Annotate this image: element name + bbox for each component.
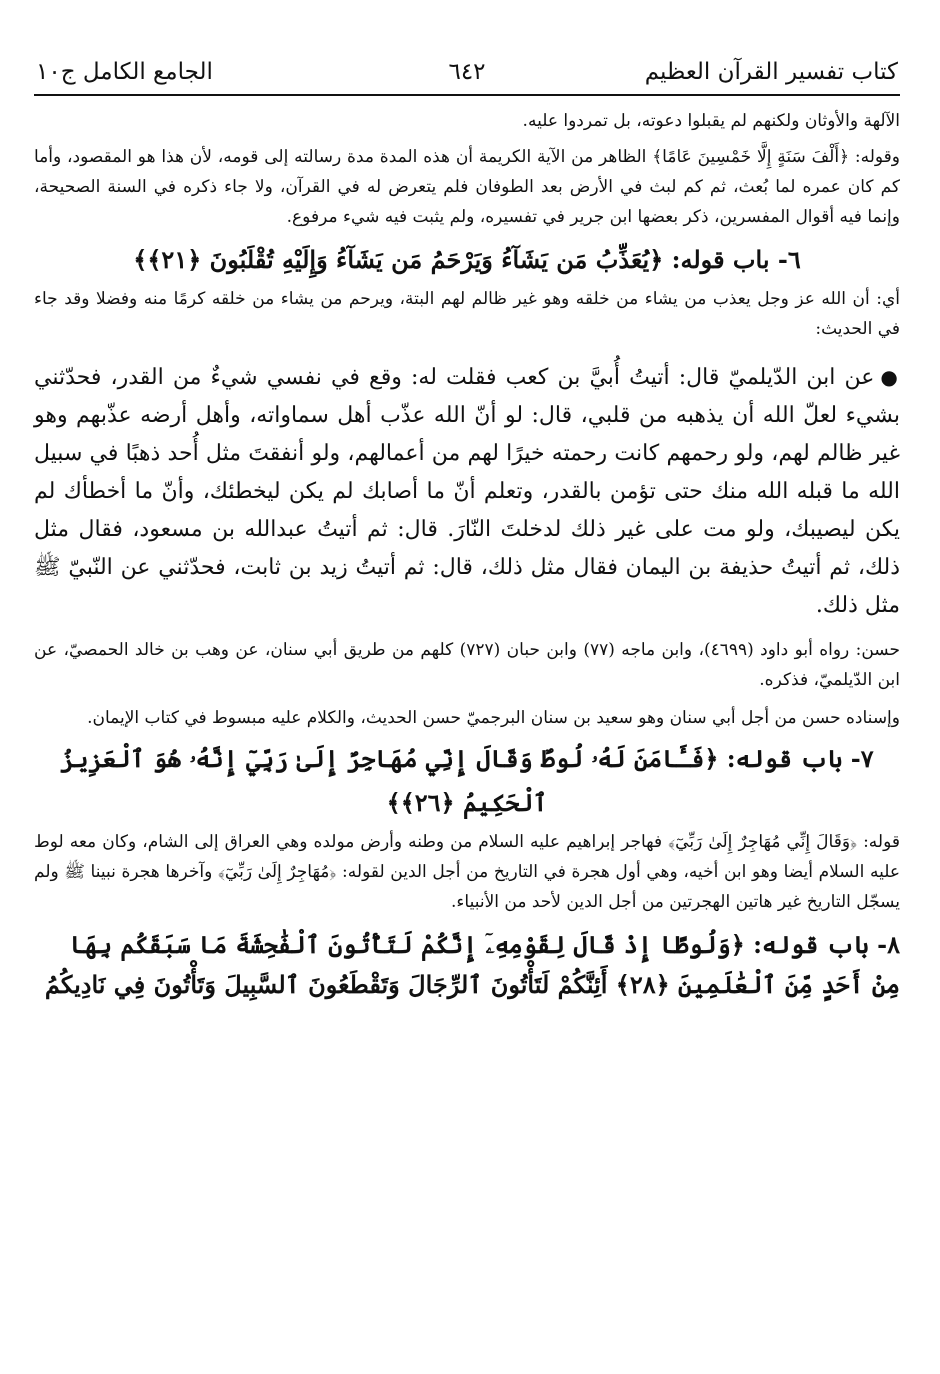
hadith-text bbox=[34, 358, 900, 625]
section-heading-8 bbox=[34, 925, 900, 1005]
section-verse-8: ﴿وَلُوطًا إِذْ قَالَ لِقَوْمِهِۦٓ إِنَّكُمْ لَتَأْتُونَ ٱلْفَٰحِشَةَ مَا سَبَقَكُم بِهَا مِنْ أَحَدٍ مِّنَ ٱلْعَٰلَمِينَ ﴿٢٨﴾ أَئِنَّكُمْ لَتَأْتُونَ ٱلرِّجَالَ وَتَقْطَعُونَ ٱلسَّبِيلَ وَتَأْتُونَ فِي نَادِيكُمُ bbox=[44, 930, 900, 999]
book-title: كتاب تفسير القرآن العظيم bbox=[644, 59, 898, 85]
hadith-takhrij: حسن: رواه أبو داود (٤٦٩٩)، وابن ماجه (٧٧) وابن حبان (٧٢٧) كلهم من طريق أبي سنان، عن وهب بن خالد الحمصيّ، عن ابن الدّيلميّ، فذكره. bbox=[34, 640, 900, 690]
volume-label: الجامع الكامل ج١٠ bbox=[36, 59, 213, 85]
section-heading-6 bbox=[34, 238, 900, 282]
section-number-6: ٦- باب قوله: bbox=[671, 245, 801, 274]
section-verse-6: ﴿يُعَذِّبُ مَن يَشَآءُ وَيَرْحَمُ مَن يَشَآءُ وَإِلَيْهِ تُقْلَبُونَ ﴿٢١﴾﴾ bbox=[133, 245, 664, 274]
page-number: ٦٤٢ bbox=[448, 59, 486, 85]
intro-paragraph: الآلهة والأوثان ولكنهم لم يقبلوا دعوته، بل تمردوا عليه. bbox=[522, 111, 900, 131]
book-page bbox=[34, 50, 900, 1005]
section-7-explanation: قوله: ﴿وَقَالَ إِنِّي مُهَاجِرٌ إِلَىٰ رَبِّيٓ﴾ فهاجر إبراهيم عليه السلام من وطنه وأرض مولده وهي العراق إلى الشام، وكان معه لوط عليه السلام أيضا وهو ابن أخيه، وهي أول هجرة في التاريخ من أجل الدين لقوله: ﴿مُهَاجِرٌ إِلَىٰ رَبِّيٓ﴾ وآخرها هجرة نبينا ﷺ ولم يسجّل التاريخ غير هاتين الهجرتين من أجل الدين لأحد من الأنبياء. bbox=[34, 832, 900, 912]
section-6-explanation: أي: أن الله عز وجل يعذب من يشاء من خلقه وهو غير ظالم لهم البتة، ويرحم من يشاء من خلقه كرمًا منه وفضلا وقد جاء في الحديث: bbox=[34, 289, 900, 339]
bullet-icon: ● bbox=[880, 365, 900, 389]
section-verse-7: ﴿فَـَٔامَنَ لَهُۥ لُوطٌ وَقَالَ إِنِّي مُهَاجِرٌ إِلَىٰ رَبِّيٓ إِنَّهُۥ هُوَ ٱلْعَزِيزُ ٱلْحَكِيمُ ﴿٢٦﴾﴾ bbox=[60, 744, 719, 817]
hadith-body: عن ابن الدّيلميّ قال: أتيتُ أُبيَّ بن كعب فقلت له: وقع في نفسي شيءٌ من القدر، فحدّثني بشيء لعلّ الله أن يذهبه من قلبي، قال: لو أنّ الله عذّب أهل سماواته، وأهل أرضه عذّبهم وهو غير ظالم لهم، ولو رحمهم كانت رحمته خيرًا لهم من أعمالهم، ولو أنفقتَ مثل أُحد ذهبًا في سبيل الله ما قبله الله منك حتى تؤمن بالقدر، وتعلم أنّ ما أصابك لم يكن ليخطئك، وأنّ ما أخطأك لم يكن ليصيبك، ولو مت على غير ذلك لدخلتَ النّارَ. قال: ثم أتيتُ عبدالله بن مسعود، فقال مثل ذلك، ثم أتيتُ حذيفة بن اليمان فقال مثل ذلك، قال: ثم أتيتُ زيد بن ثابت، فحدّثني عن النّبيّ ﷺ مثل ذلك. bbox=[34, 365, 900, 618]
section-heading-7 bbox=[34, 737, 900, 825]
hadith-isnad: وإسناده حسن من أجل أبي سنان وهو سعيد بن سنان البرجميّ حسن الحديث، والكلام عليه مبسوط في كتاب الإيمان. bbox=[87, 708, 900, 728]
running-header bbox=[34, 50, 900, 96]
section-number-8: ٨- باب قوله: bbox=[753, 930, 900, 959]
section-number-7: ٧- باب قوله: bbox=[726, 744, 874, 773]
verse-commentary-paragraph: وقوله: ﴿أَلْفَ سَنَةٍ إِلَّا خَمْسِينَ عَامًا﴾ الظاهر من الآية الكريمة أن هذه المدة مدة رسالته إلى قومه، لأن هذا هو المقصود، وأما كم كان عمره لما بُعث، ثم كم لبث في الأرض بعد الطوفان فلم يتعرض له في القرآن، ولا جاء ذكره في السنة الصحيحة، وإنما فيه أقوال المفسرين، ذكر بعضها ابن جرير في تفسيره، ولم يثبت فيه شيء مرفوع. bbox=[34, 147, 900, 227]
